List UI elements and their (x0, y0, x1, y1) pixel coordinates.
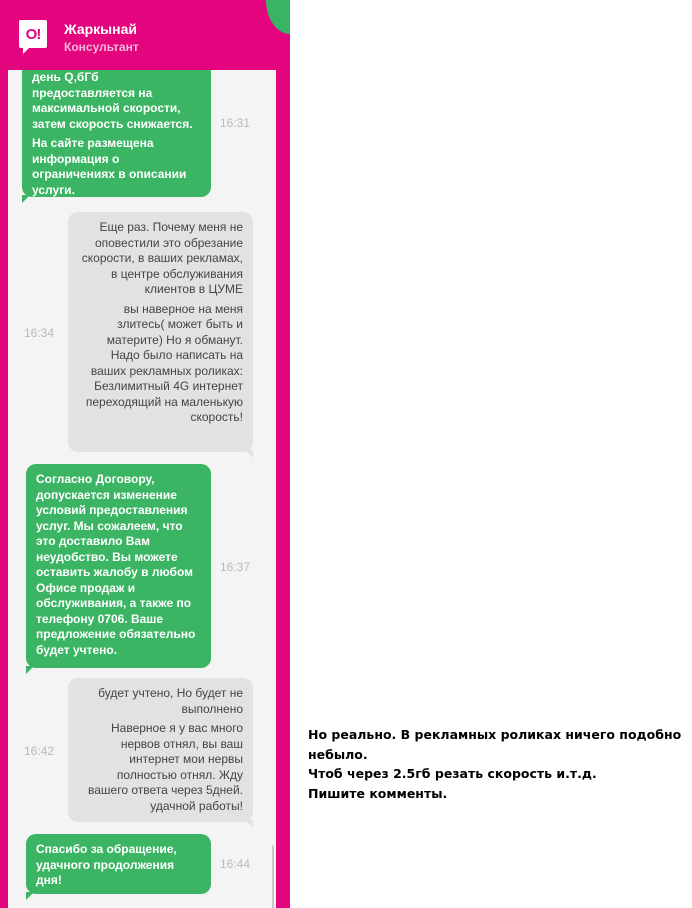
message-list[interactable] (8, 70, 276, 908)
message-time: 16:42 (24, 744, 55, 758)
message-text: будет учтено, Но будет не выполнено (98, 686, 243, 716)
message-time: 16:44 (220, 857, 251, 871)
message-text: Спасибо за обращение, удачного продолжения дня! (36, 842, 177, 887)
caption-line: небыло. (308, 746, 368, 762)
operator-message (26, 834, 211, 894)
message-text: Еще раз. Почему меня не оповестили это обрезание скорости, в ваших рекламах, в центре обслуживания клиентов в ЦУМЕ (81, 220, 243, 296)
message-time: 16:31 (220, 116, 251, 130)
message-text: Согласно Договору, допускается изменение условий предоставления услуг. Мы сожалеем, что это доставило Вам неудобство. Вы можете оставить жалобу в любом Офисе продаж и обслуживания, а также по телефону 0706. Ваше предложение обязательно будет учтено. (36, 472, 196, 657)
chat-widget (0, 0, 290, 908)
caption-text (308, 725, 688, 803)
caption-line: Пишите комменты. (308, 785, 448, 801)
message-text: Наверное я у вас много нервов отнял, вы ваш интернет мои нервы полностью отнял. Жду вашего ответа через 5дней. удачной работы! (88, 721, 243, 813)
user-message (68, 678, 253, 822)
operator-message (22, 70, 211, 197)
agent-name: Жаркынай (64, 21, 137, 37)
message-text: вы наверное на меня злитесь( может быть и материте) Но я обманут. Надо было написать на ваших рекламных роликах: Безлимитный 4G интернет переходящий на маленькую скорость! (85, 301, 243, 424)
message-text: день Q,бГб предоставляется на максимальной скорости, затем скорость снижается. (32, 70, 193, 131)
agent-role: Консультант (64, 40, 139, 54)
scrollbar[interactable] (272, 845, 274, 908)
caption-line: Но реально. В рекламных роликах ничего подобно (308, 727, 682, 742)
message-time: 16:34 (24, 326, 55, 340)
message-time: 16:37 (220, 560, 251, 574)
message-text: На сайте размещена информация о ограничениях в описании услуги. (32, 136, 187, 197)
chat-header (0, 0, 290, 70)
operator-message (26, 464, 211, 668)
user-message (68, 212, 253, 452)
caption-line: Чтоб через 2.5гб резать скорость и.т.д. (308, 766, 597, 781)
leaf-corner-icon (266, 0, 290, 34)
brand-logo: О! (19, 20, 47, 48)
